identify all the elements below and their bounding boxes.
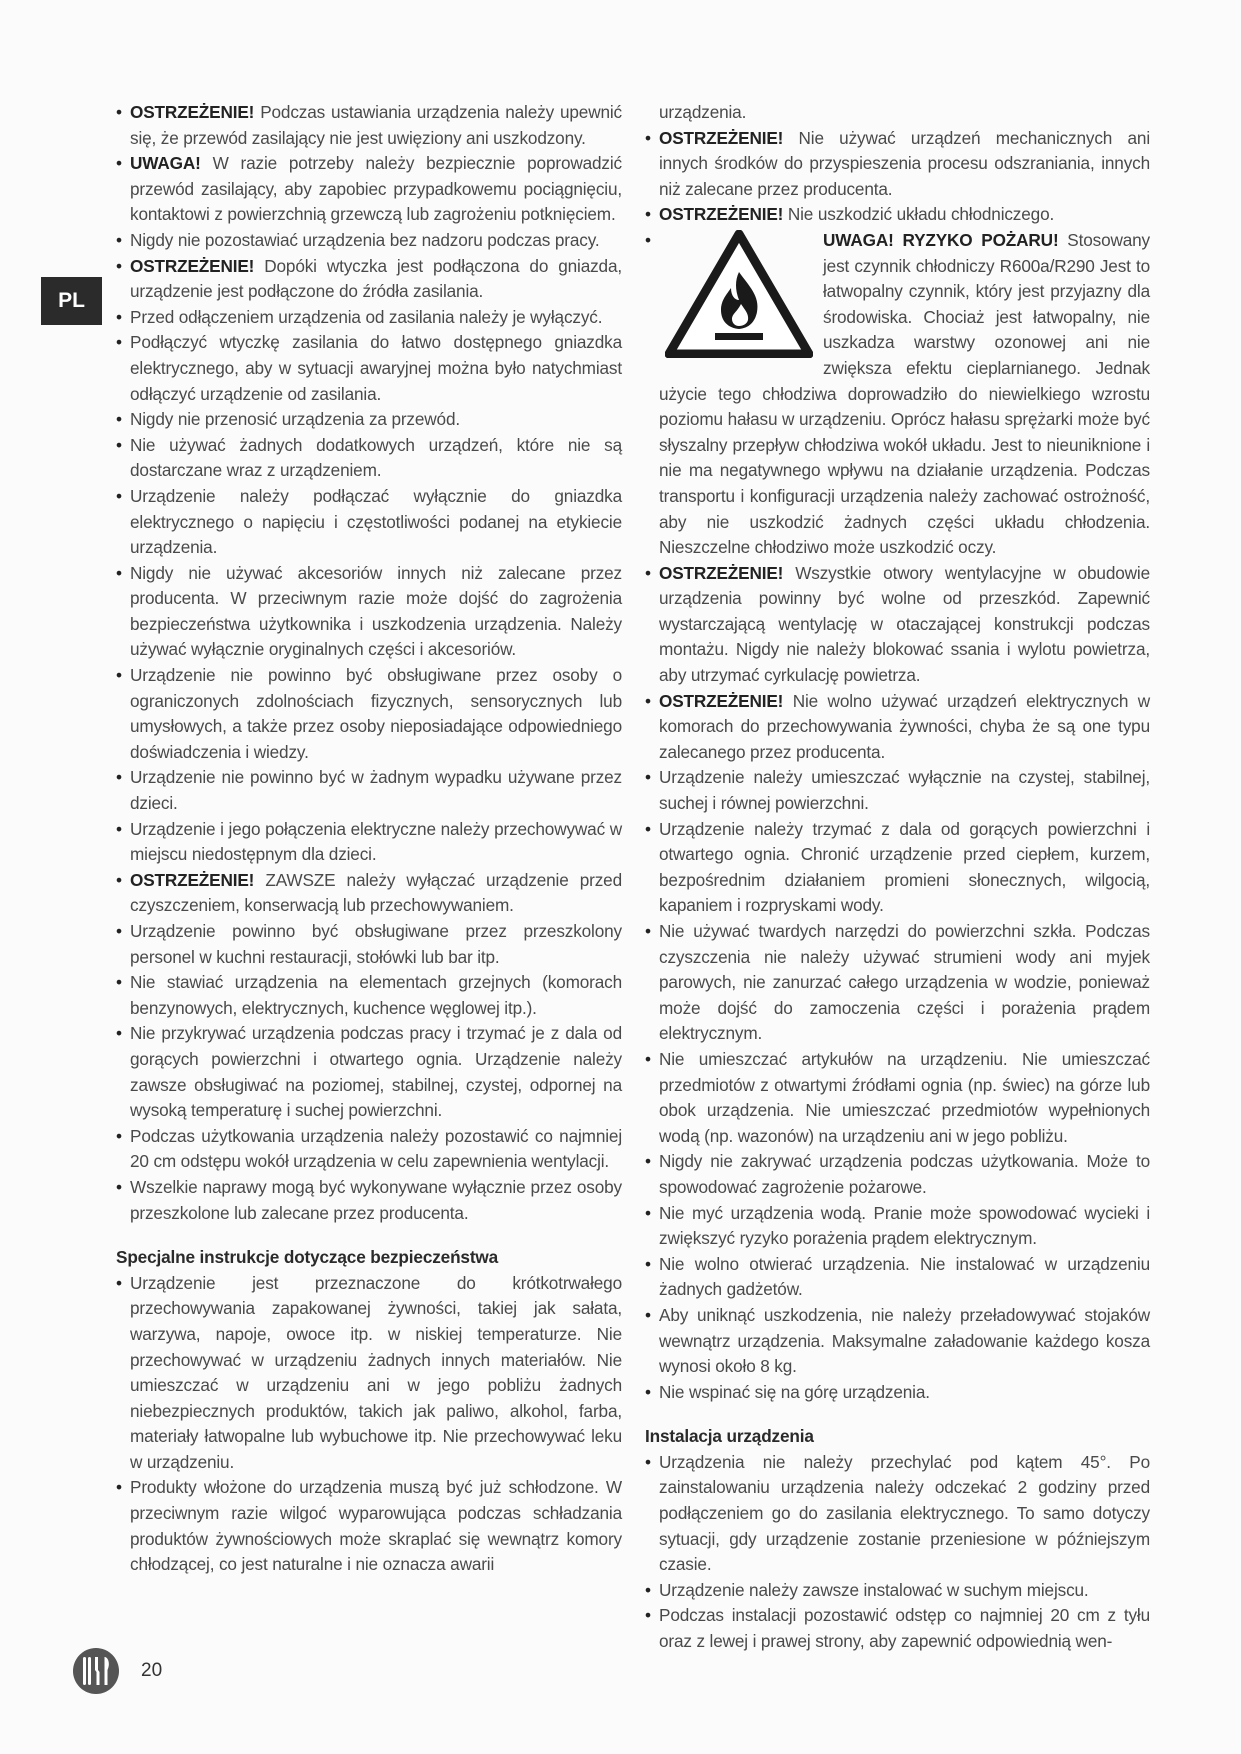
item-text: Nigdy nie przenosić urządzenia za przewód. [130,409,460,430]
warning-label: OSTRZEŻENIE! [130,869,255,890]
list-item [116,1271,622,1476]
item-text: ZAWSZE należy wyłączać urządzenie przed czyszczeniem, konserwacją lub przechowywaniem. [130,869,622,916]
page-number: 20 [141,1660,163,1681]
section-heading-special-safety: Specjalne instrukcje dotyczące bezpieczeństwa [116,1247,499,1268]
list-item [116,970,622,1021]
list-item [645,202,1150,228]
list-item [645,817,1150,919]
item-text: Nie uszkodzić układu chłodniczego. [783,204,1055,225]
list-item [645,689,1150,766]
list-item [116,407,622,433]
right-column [645,100,1150,1655]
item-text: Nie przykrywać urządzenia podczas pracy i trzymać je z dala od gorących powierzchni i otwartego ognia. Urządzenie należy zawsze obsługiwać na poziomej, stabilnej, czystej, odpornej na wysoką temperaturę i suchej powierzchni. [130,1023,622,1121]
item-text: Nie używać żadnych dodatkowych urządzeń, które nie są dostarczane wraz z urządzeniem. [130,434,622,481]
item-text: Przed odłączeniem urządzenia od zasilania należy je wyłączyć. [130,306,603,327]
item-text: urządzenia. [659,102,747,122]
list-item [116,305,622,331]
list-item [645,126,1150,203]
item-text: Urządzenie należy trzymać z dala od gorących powierzchni i otwartego ognia. Chronić urządzenie przed ciepłem, kurzem, bezpośrednim działaniem promieni słonecznych, wilgocią, kapaniem i rozpryskami wody. [659,818,1150,916]
list-item [116,100,622,151]
item-text: Nie wspinać się na górę urządzenia. [659,1381,930,1402]
item-text: Podczas instalacji pozostawić odstęp co najmniej 20 cm z tyłu oraz z lewej i prawej strony, aby zapewnić odpowiednią wen- [659,1605,1150,1652]
warning-label: OSTRZEŻENIE! [659,690,784,711]
list-item [645,919,1150,1047]
section-heading-installation: Instalacja urządzenia [645,1426,814,1447]
list-item [116,1124,622,1175]
list-item [645,1603,1150,1654]
list-item [116,254,622,305]
flammable-warning-icon [665,230,813,358]
list-item [116,1021,622,1123]
item-text: Nie wolno używać urządzeń elektrycznych w komorach do przechowywania żywności, chyba że są one typu zalecanego przez producenta. [659,690,1150,762]
list-item [116,484,622,561]
list-item [645,1252,1150,1303]
cutlery-logo-icon [72,1647,120,1695]
left-column [116,100,622,1578]
item-text: Aby uniknąć uszkodzenia, nie należy przeładowywać stojaków wewnątrz urządzenia. Maksymalne załadowanie każdego kosza wynosi około 8 kg. [659,1304,1150,1377]
list-item [645,1303,1150,1380]
list-item [645,1380,1150,1406]
item-text: Nigdy nie pozostawiać urządzenia bez nadzoru podczas pracy. [130,229,600,250]
list-item [645,1578,1150,1604]
item-text: Wszystkie otwory wentylacyjne w obudowie urządzenia powinny być wolne od przeszkód. Zapewnić wystarczającą wentylację w otaczającej konstrukcji podczas montażu. Nigdy nie należy blokować ssania i wylotu powietrza, aby utrzymać cyrkulację powietrza. [659,562,1150,686]
list-item [645,1201,1150,1252]
item-text: Urządzenie jest przeznaczone do krótkotrwałego przechowywania zapakowanej żywności, takiej jak sałata, warzywa, napoje, owoce itp. w niskiej temperaturze. Nie przechowywać w urządzeniu żadnych innych materiałów. Nie umieszczać w urządzeniu ani w jego pobliżu żadnych niebezpiecznych produktów, takich jak paliwo, alkohol, farba, materiały łatwopalne lub wybuchowe itp. Nie przechowywać leku w urządzeniu. [130,1272,622,1472]
list-item [116,919,622,970]
item-text: Urządzenie należy zawsze instalować w suchym miejscu. [659,1579,1089,1600]
language-tab: PL [41,277,102,325]
item-text: Nigdy nie używać akcesoriów innych niż zalecane przez producenta. W przeciwnym razie może dojść do zagrożenia bezpieczeństwa użytkownika i uszkodzenia urządzenia. Należy używać wyłącznie oryginalnych części i akcesoriów. [130,562,622,660]
continued-text [645,100,1150,126]
list-item [116,151,622,228]
item-text: Produkty włożone do urządzenia muszą być już schłodzone. W przeciwnym razie wilgoć wyparowująca podczas schładzania produktów żywnościowych może skraplać się wewnątrz komory chłodzącej, co jest naturalne i nie oznacza awarii [130,1477,622,1575]
list-item [116,765,622,816]
item-text: Urządzenie nie powinno być obsługiwane przez osoby o ograniczonych zdolnościach fizycznych, sensorycznych lub umysłowych, a także przez osoby nieposiadające odpowiedniego doświadczenia i wiedzy. [130,665,622,762]
warning-label: OSTRZEŻENIE! [659,204,784,225]
list-item [116,1475,622,1577]
list-item [645,561,1150,689]
item-text: Podczas użytkowania urządzenia należy pozostawić co najmniej 20 cm odstępu wokół urządzenia w celu zapewnienia wentylacji. [130,1125,622,1172]
item-text: Nie myć urządzenia wodą. Pranie może spowodować wycieki i zwiększyć ryzyko porażenia prądem elektrycznym. [659,1202,1150,1249]
item-text: Nie stawiać urządzenia na elementach grzejnych (komorach benzynowych, elektrycznych, kuchence węglowej itp.). [130,972,622,1018]
list-item [116,1175,622,1226]
item-text: Podłączyć wtyczkę zasilania do łatwo dostępnego gniazdka elektrycznego, aby w sytuacji awaryjnej można było natychmiast odłączyć urządzenie od zasilania. [130,332,622,404]
item-text: Urządzenie należy umieszczać wyłącznie na czystej, stabilnej, suchej i równej powierzchni. [659,767,1150,814]
item-text: Urządzenie nie powinno być w żadnym wypadku używane przez dzieci. [130,767,622,814]
list-item [116,228,622,254]
item-text: Podczas ustawiania urządzenia należy upewnić się, że przewód zasilający nie jest uwięziony ani uszkodzony. [130,102,622,148]
warning-label: UWAGA! RYZYKO POŻARU! [823,229,1059,250]
item-text: Nie używać urządzeń mechanicznych ani innych środków do przyspieszenia procesu odszraniania, innych niż zalecane przez producenta. [659,127,1150,199]
item-text: Urządzenie należy podłączać wyłącznie do gniazdka elektrycznego o napięciu i częstotliwości podanej na etykiecie urządzenia. [130,485,622,558]
list-item-fire-risk [645,228,1150,561]
item-text: Urządzenie powinno być obsługiwane przez przeszkolony personel w kuchni restauracji, stołówki lub bar itp. [130,921,622,967]
list-item [645,1450,1150,1578]
list-item [116,561,622,663]
item-text: Urządzenia nie należy przechylać pod kątem 45°. Po zainstalowaniu urządzenia należy odczekać 2 godziny przed podłączeniem go do zasilania elektrycznego. To samo dotyczy sytuacji, gdy urządzenie zostanie przeniesione w późniejszym czasie. [659,1451,1150,1575]
list-item [116,330,622,407]
warning-label: OSTRZEŻENIE! [659,562,784,583]
item-text: Urządzenie i jego połączenia elektryczne należy przechowywać w miejscu niedostępnym dla dzieci. [130,818,622,865]
list-item [645,765,1150,816]
list-item [116,433,622,484]
list-item [116,817,622,868]
item-text: W razie potrzeby należy bezpiecznie poprowadzić przewód zasilający, aby zapobiec przypadkowemu pociągnięciu, kontaktowi z powierzchnią grzewczą lub zagrożeniu potknięciem. [130,153,622,225]
item-text: Dopóki wtyczka jest podłączona do gniazda, urządzenie jest podłączone do źródła zasilania. [130,255,622,302]
item-text: Nie wolno otwierać urządzenia. Nie instalować w urządzeniu żadnych gadżetów. [659,1253,1150,1300]
warning-label: UWAGA! [130,153,201,174]
list-item [116,663,622,765]
warning-label: OSTRZEŻENIE! [130,255,255,276]
warning-label: OSTRZEŻENIE! [659,127,784,148]
item-text: Wszelkie naprawy mogą być wykonywane wyłącznie przez osoby przeszkolone lub zalecane przez producenta. [130,1176,622,1223]
warning-label: OSTRZEŻENIE! [130,102,255,122]
list-item [645,1149,1150,1200]
item-text: Nie umieszczać artykułów na urządzeniu. Nie umieszczać przedmiotów z otwartymi źródłami ognia (np. świec) na górze lub obok urządzenia. Nie umieszczać przedmiotów wypełnionych wodą (np. wazonów) na urządzeniu ani w jego pobliżu. [659,1048,1150,1146]
list-item [116,868,622,919]
item-text: Nie używać twardych narzędzi do powierzchni szkła. Podczas czyszczenia nie należy używać strumieni wody ani myjek parowych, nie zanurzać całego urządzenia w wodzie, ponieważ może dojść do zamoczenia części i porażenia prądem elektrycznym. [659,921,1150,1044]
item-text: Nigdy nie zakrywać urządzenia podczas użytkowania. Może to spowodować zagrożenie pożarowe. [659,1151,1150,1197]
item-text: Stosowany jest czynnik chłodniczy R600a/R290 Jest to łatwopalny czynnik, który jest przyjazny dla środowiska. Chociaż jest łatwopalny, nie uszkadza warstwy ozonowej ani nie zwiększa efektu cieplarnianego. Jednak użycie tego chłodziwa doprowadziło do niewielkiego wzrostu poziomu hałasu w urządzeniu. Oprócz hałasu sprężarki może być słyszalny przepływ chłodziwa wokół układu. Jest to nieuniknione i nie ma negatywnego wpływu na działanie urządzenia. Podczas transportu i konfiguracji urządzenia należy zachować ostrożność, aby nie uszkodzić żadnych części układu chłodzenia. Nieszczelne chłodziwo może uszkodzić oczy. [659,229,1151,558]
list-item [645,1047,1150,1149]
